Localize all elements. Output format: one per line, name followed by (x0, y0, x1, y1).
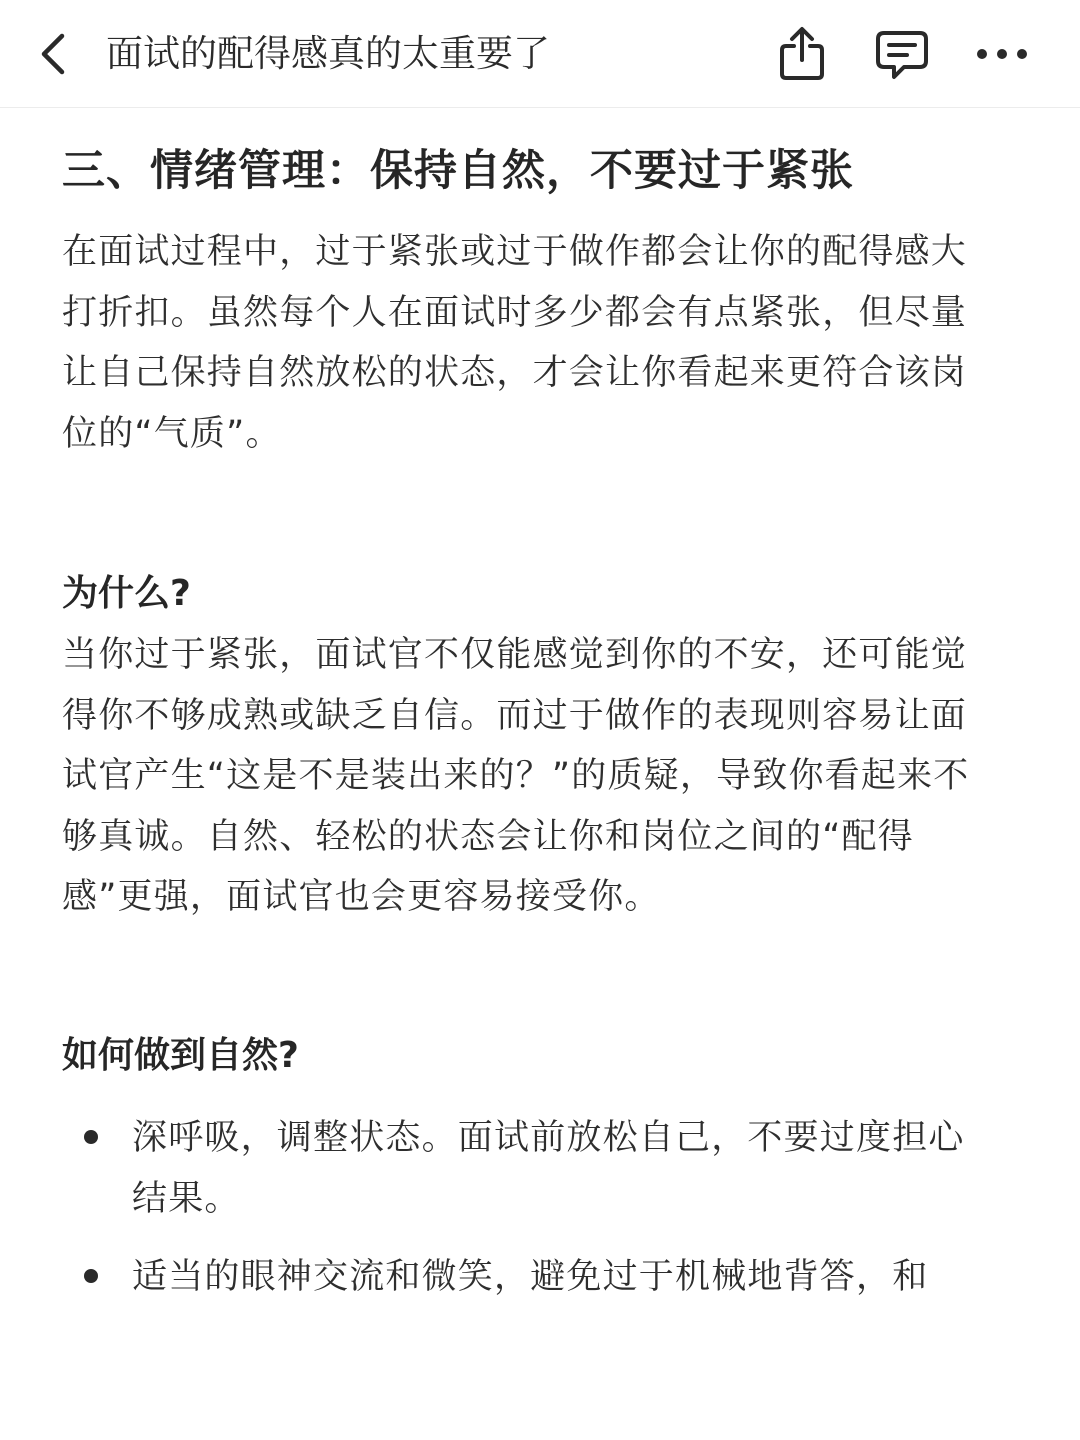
top-bar (0, 0, 1080, 108)
how-heading: 如何做到自然? (62, 1035, 299, 1076)
intro-paragraph: 在面试过程中，过于紧张或过于做作都会让你的配得感大打折扣。虽然每个人在面试时多少都会有点紧张，但尽量让自己保持自然放松的状态，才会让你看起来更符合该岗位的“气质”。 (62, 232, 968, 454)
page-title: 面试的配得感真的太重要了 (106, 32, 550, 75)
comment-icon (874, 27, 930, 81)
why-heading: 为什么? (62, 573, 191, 614)
tip-text: 深呼吸，调整状态。面试前放松自己，不要过度担心结果。 (132, 1118, 965, 1219)
back-icon (38, 32, 68, 76)
section-heading: 三、情绪管理：保持自然，不要过于紧张 (62, 146, 854, 196)
list-item (62, 1108, 992, 1229)
back-button[interactable] (28, 26, 78, 82)
comment-button[interactable] (872, 24, 932, 84)
share-icon (776, 26, 828, 82)
list-item (62, 1247, 992, 1308)
why-paragraph: 当你过于紧张，面试官不仅能感觉到你的不安，还可能觉得你不够成熟或缺乏自信。而过于做作的表现则容易让面试官产生“这是不是装出来的？”的质疑，导致你看起来不够真诚。自然、轻松的状态会让你和岗位之间的“配得感”更强，面试官也会更容易接受你。 (62, 635, 970, 917)
bullet-icon (84, 1269, 98, 1283)
more-button[interactable] (972, 24, 1032, 84)
share-button[interactable] (772, 24, 832, 84)
bullet-icon (84, 1130, 98, 1144)
tips-list (62, 1108, 992, 1326)
tip-text: 适当的眼神交流和微笑，避免过于机械地背答，和 (132, 1257, 929, 1297)
more-icon (974, 47, 1030, 61)
